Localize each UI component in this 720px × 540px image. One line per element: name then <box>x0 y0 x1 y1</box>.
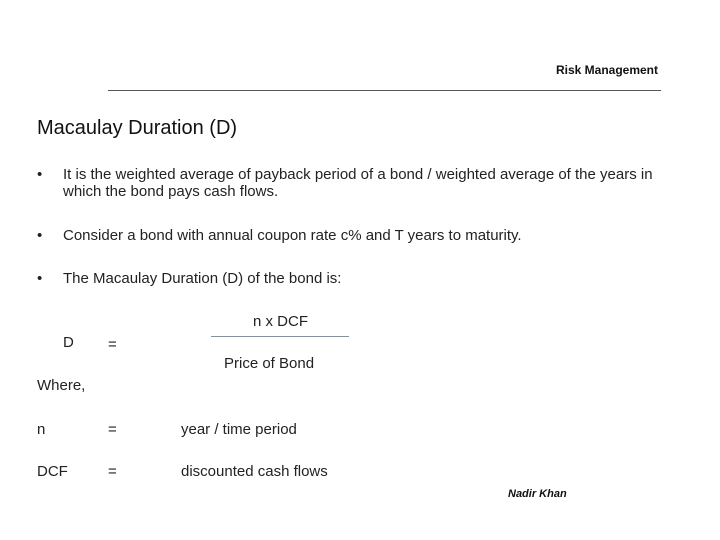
where-label: Where, <box>37 377 86 394</box>
definition-equals: = <box>108 421 117 438</box>
definition-equals: = <box>108 463 117 480</box>
fraction-bar <box>211 336 349 337</box>
formula-numerator: n x DCF <box>253 313 309 330</box>
definition-term: DCF <box>37 463 68 480</box>
bullet-marker: • <box>37 166 43 183</box>
definition-meaning: discounted cash flows <box>181 463 328 480</box>
header-title: Risk Management <box>555 63 658 77</box>
footer-author: Nadir Khan <box>508 488 567 500</box>
slide-title: Macaulay Duration (D) <box>37 117 238 139</box>
bullet-text: Consider a bond with annual coupon rate c% and T years to maturity. <box>63 227 522 244</box>
formula-denominator: Price of Bond <box>224 355 315 372</box>
bullet-text: The Macaulay Duration (D) of the bond is: <box>63 270 342 287</box>
bullet-marker: • <box>37 227 43 244</box>
bullet-marker: • <box>37 270 43 287</box>
definition-meaning: year / time period <box>181 421 297 438</box>
header-divider <box>108 90 661 91</box>
bullet-text: It is the weighted average of payback period of a bond / weighted average of the years in which the bond pays cash flows. <box>63 166 653 200</box>
formula-equals: = <box>108 336 117 353</box>
definition-term: n <box>37 421 46 438</box>
formula-lhs: D <box>63 334 74 351</box>
